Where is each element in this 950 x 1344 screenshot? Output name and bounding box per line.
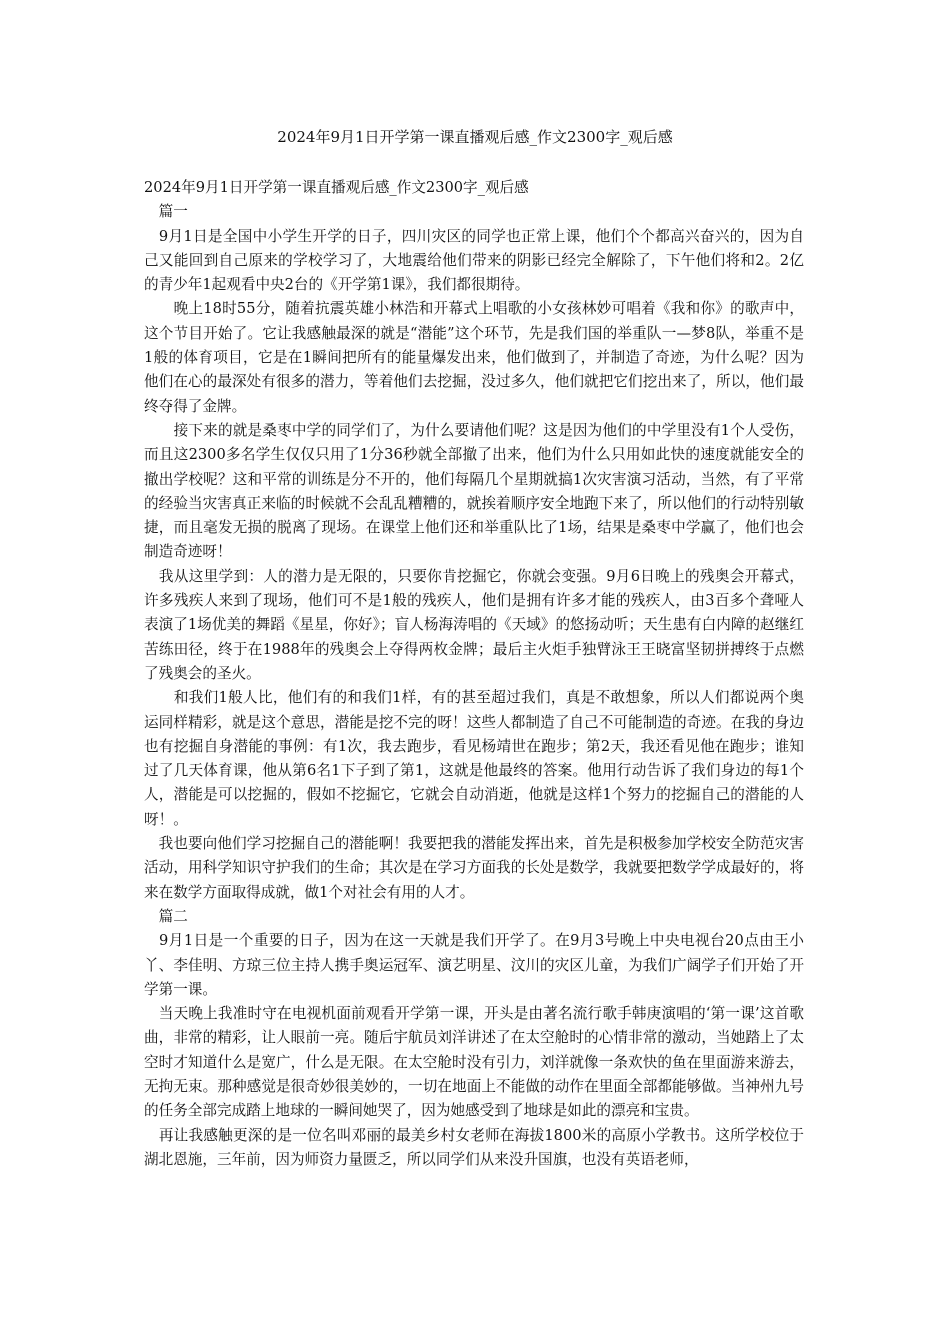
paragraph: 再让我感触更深的是一位名叫邓丽的最美乡村女老师在海拔1800米的高原小学教书。这所学校位于湖北恩施，三年前，因为师资力量匮乏，所以同学们从来没升国旗，也没有英语老师，	[144, 1126, 804, 1168]
section-heading-one: 篇一	[144, 203, 188, 221]
paragraph: 晚上18时55分，随着抗震英雄小林浩和开幕式上唱歌的小女孩林妙可唱着《我和你》的歌声中，这个节目开始了。它让我感触最深的就是“潜能”这个环节，先是我们国的举重队一—梦8队，举重不是1般的体育项目，它是在1瞬间把所有的能量爆发出来，他们做到了，并制造了奇迹，为什么呢？因为他们在心的最深处有很多的潜力，等着他们去挖掘，没过多久，他们就把它们挖出来了，所以，他们最终夺得了金牌。	[144, 300, 804, 415]
paragraph: 和我们1般人比，他们有的和我们1样，有的甚至超过我们，真是不敢想象，所以人们都说两个奥运同样精彩，就是这个意思，潜能是挖不完的呀！这些人都制造了自己不可能制造的奇迹。在我的身边也有挖掘自身潜能的事例：有1次，我去跑步，看见杨靖世在跑步；第2天，我还看见他在跑步；谁知过了几天体育课，他从第6名1下子到了第1，这就是他最终的答案。他用行动告诉了我们身边的每1个人，潜能是可以挖掘的，假如不挖掘它，它就会自动消逝，他就是这样1个努力的挖掘自己的潜能的人呀！。	[144, 689, 804, 828]
paragraph: 当天晚上我准时守在电视机面前观看开学第一课，开头是由著名流行歌手韩庚演唱的‘第一课’这首歌曲，非常的精彩，让人眼前一亮。随后宇航员刘洋讲述了在太空舱时的心情非常的激动，当她踏上了太空时才知道什么是宽广，什么是无限。在太空舱时没有引力，刘洋就像一条欢快的鱼在里面游来游去，无拘无束。那种感觉是很奇妙很美妙的，一切在地面上不能做的动作在里面全部都能够做。当神州九号的任务全部完成踏上地球的一瞬间她哭了，因为她感受到了地球是如此的漂亮和宝贵。	[144, 1005, 804, 1120]
paragraph: 我从这里学到：人的潜力是无限的，只要你肯挖掘它，你就会变强。9月6日晚上的残奥会开幕式，许多残疾人来到了现场，他们可不是1般的残疾人，他们是拥有许多才能的残疾人，由3百多个聋哑人表演了1场优美的舞蹈《星星，你好》；盲人杨海涛唱的《天域》的悠扬动听；天生患有白内障的赵继红苦练田径，终于在1988年的残奥会上夺得两枚金牌；最后主火炬手独臂泳王王晓富坚韧拼搏终于点燃了残奥会的圣火。	[144, 567, 804, 682]
paragraph: 我也要向他们学习挖掘自己的潜能啊！我要把我的潜能发挥出来，首先是积极参加学校安全防范灾害活动，用科学知识守护我们的生命；其次是在学习方面我的长处是数学，我就要把数学学成最好的，将来在数学方面取得成就，做1个对社会有用的人才。	[144, 835, 804, 901]
paragraph: 接下来的就是桑枣中学的同学们了，为什么要请他们呢？这是因为他们的中学里没有1个人受伤，而且这2300多名学生仅仅只用了1分36秒就全部撤了出来，他们为什么只用如此快的速度就能安全的撤出学校呢？这和平常的训练是分不开的，他们每隔几个星期就搞1次灾害演习活动，当然，有了平常的经验当灾害真正来临的时候就不会乱乱糟糟的，就挨着顺序安全地跑下来了，所以他们的行动特别敏捷，而且毫发无损的脱离了现场。在课堂上他们还和举重队比了1场，结果是桑枣中学赢了，他们也会制造奇迹呀！	[144, 421, 804, 561]
document-subtitle: 2024年9月1日开学第一课直播观后感_作文2300字_观后感	[144, 179, 529, 196]
paragraph: 9月1日是全国中小学生开学的日子，四川灾区的同学也正常上课，他们个个都高兴奋兴的，因为自己又能回到自己原来的学校学习了，大地震给他们带来的阴影已经完全解除了，下午他们将和2。2亿的青少年1起观看中央2台的《开学第1课》，我们都很期待。	[144, 227, 804, 294]
section-heading-two: 篇二	[144, 907, 188, 925]
document-body	[144, 176, 804, 1172]
paragraph: 9月1日是一个重要的日子，因为在这一天就是我们开学了。在9月3号晚上中央电视台20点由王小丫、李佳明、方琼三位主持人携手奥运冠军、演艺明星、汶川的灾区儿童，为我们广阔学子们开始了开学第一课。	[144, 932, 804, 998]
document-title: 2024年9月1日开学第一课直播观后感_作文2300字_观后感	[277, 128, 673, 146]
